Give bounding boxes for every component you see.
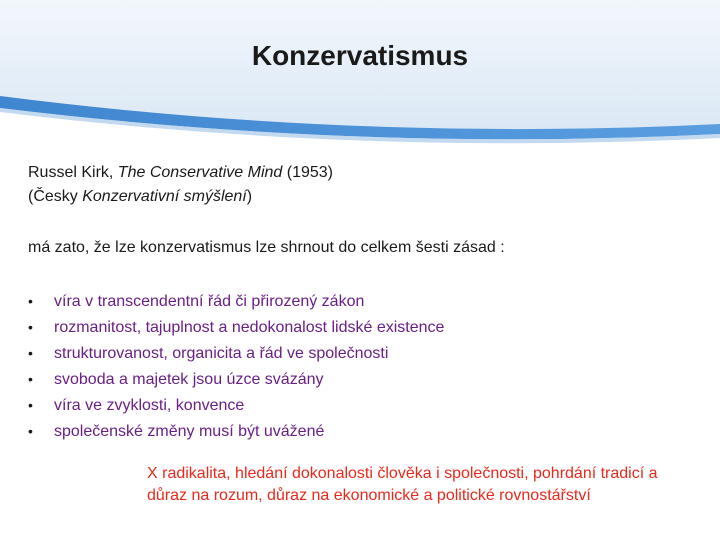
slide-title: Konzervatismus — [251, 40, 469, 71]
list-item — [28, 340, 444, 366]
source-year: (1953) — [282, 164, 334, 181]
source-line-czech — [28, 185, 333, 209]
principle-text: strukturovanost, organicita a řád ve společnosti — [54, 345, 389, 362]
bullet-icon: • — [28, 293, 33, 309]
header-wave-graphic — [0, 0, 720, 150]
header-band — [0, 0, 720, 150]
principle-text: společenské změny musí být uvážené — [54, 423, 325, 440]
list-item — [28, 366, 444, 392]
czech-prefix: (Česky — [28, 188, 83, 205]
counterpoint-text: X radikalita, hledání dokonalosti člověka i společnosti, pohrdání tradicí a důraz na rozum, důraz na ekonomické a politické rovnostářství — [147, 465, 658, 504]
intro-text: má zato, že lze konzervatismus lze shrnout do celkem šesti zásad : — [28, 239, 505, 256]
bullet-icon: • — [28, 345, 33, 361]
bullet-icon: • — [28, 397, 33, 413]
czech-title: Konzervativní smýšlení — [82, 188, 247, 205]
bullet-icon: • — [28, 423, 33, 439]
principle-text: rozmanitost, tajuplnost a nedokonalost lidské existence — [54, 319, 445, 336]
bullet-icon: • — [28, 319, 33, 335]
principles-list — [28, 288, 444, 444]
source-author: Russel Kirk, — [28, 164, 118, 181]
principle-text: svoboda a majetek jsou úzce svázány — [54, 371, 324, 388]
source-book-title: The Conservative Mind — [117, 164, 283, 181]
czech-suffix: ) — [246, 188, 253, 205]
list-item — [28, 288, 444, 314]
principle-text: víra ve zvyklosti, konvence — [54, 397, 245, 414]
list-item — [28, 418, 444, 444]
principle-text: víra v transcendentní řád či přirozený zákon — [54, 293, 365, 310]
list-item — [28, 392, 444, 418]
bullet-icon: • — [28, 371, 33, 387]
list-item — [28, 314, 444, 340]
source-line-original — [28, 161, 333, 185]
source-citation — [28, 161, 333, 209]
